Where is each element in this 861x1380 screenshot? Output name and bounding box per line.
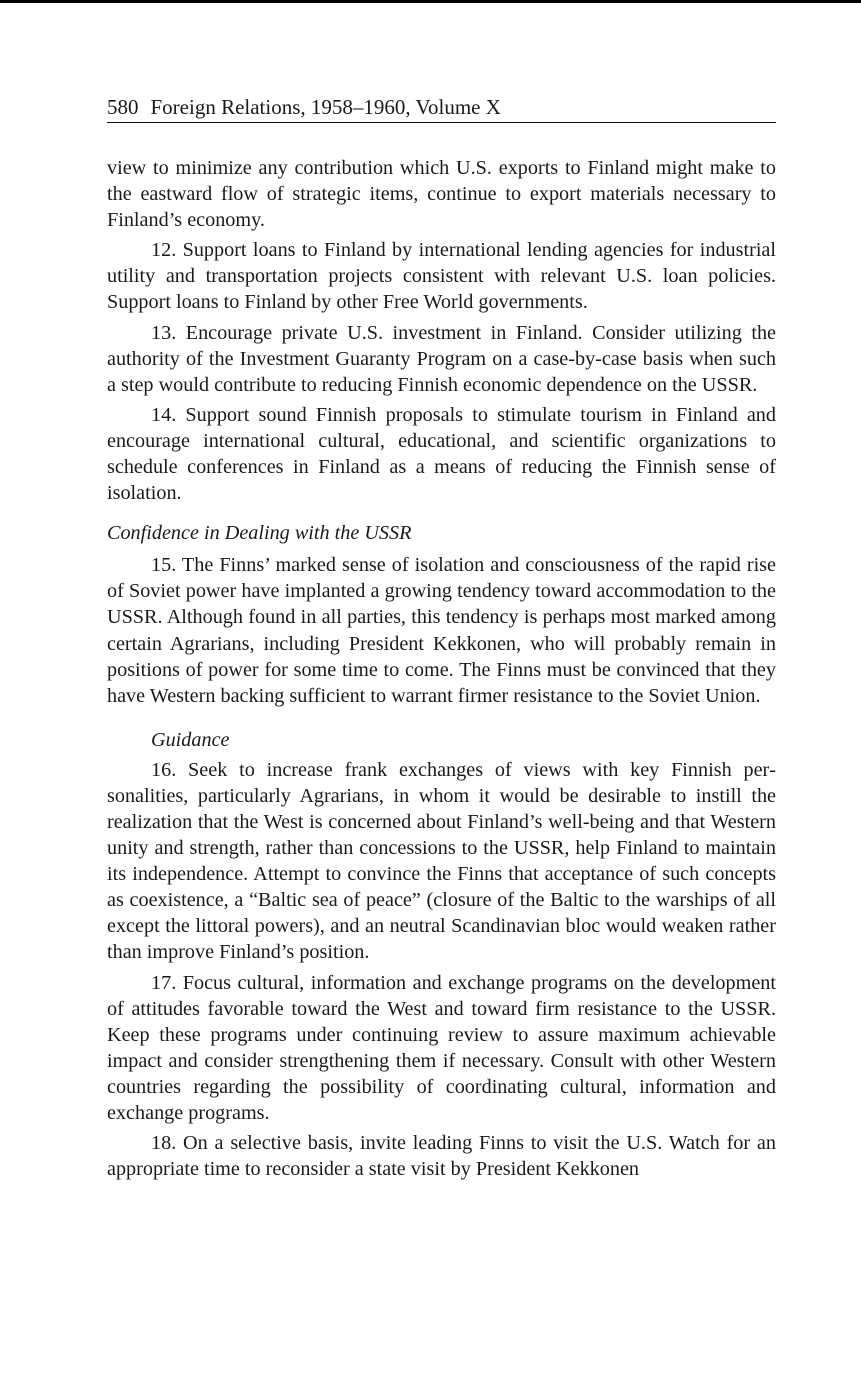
paragraph-13: 13. Encourage private U.S. investment in Finland. Consider utilizing the authority of the Investment Guaranty Program on a case-by-case basis when such a step would contribute to reducing Finnish economic dependence on the USSR. (107, 321, 776, 396)
page-top-edge (0, 0, 861, 3)
running-title: Foreign Relations, 1958–1960, Volume X (150, 95, 501, 119)
paragraph-18: 18. On a selective basis, invite leading Finns to visit the U.S. Watch for an appropriate time to reconsider a state visit by President Kekkonen (107, 1132, 776, 1181)
document-page (107, 94, 776, 1182)
paragraph-16: 16. Seek to increase frank exchanges of views with key Finnish personalities, particularly Agrarians, in whom it would be desirable to instill the realization that the West is concerned about Finland’s well-being and that Western unity and strength, rather than concessions to the USSR, help Finland to maintain its independence. Attempt to convince the Finns that acceptance of such concepts as coexistence, a “Baltic sea of peace” (closure of the Baltic to the warships of all except the littoral powers), and an neutral Scandinavian bloc would weaken rather than improve Finland’s position. (107, 758, 776, 964)
running-header (107, 94, 776, 123)
paragraph-12: 12. Support loans to Finland by international lending agencies for industrial utility and transportation projects consistent with relevant U.S. loan policies. Support loans to Finland by other Free World governments. (107, 239, 776, 314)
paragraph-15: 15. The Finns’ marked sense of isolation and consciousness of the rapid rise of Soviet power have implanted a growing tendency toward accommodation to the USSR. Although found in all parties, this tendency is perhaps most marked among certain Agrarians, including President Kekkonen, who will probably remain in positions of power for some time to come. The Finns must be convinced that they have Western backing sufficient to warrant firmer resistance to the Soviet Union. (107, 554, 776, 707)
body-text (107, 155, 776, 1182)
continued-paragraph: view to minimize any contribution which U.S. exports to Finland might make to the eastward flow of strategic items, continue to export materials necessary to Finland’s economy. (107, 157, 776, 232)
page-number: 580 (107, 95, 139, 119)
guidance-heading: Guidance (151, 728, 230, 751)
paragraph-14: 14. Support sound Finnish proposals to stimulate tourism in Finland and encourage international cultural, educational, and scientific organizations to schedule conferences in Finland as a means of reducing the Finnish sense of isolation. (107, 403, 776, 505)
paragraph-17: 17. Focus cultural, information and exchange programs on the development of attitudes favorable toward the West and toward firm resistance to the USSR. Keep these programs under continuing review to assure maximum achievable impact and consider strengthening them if necessary. Consult with other Western countries regarding the possibility of coordinating cultural, information and exchange programs. (107, 971, 776, 1124)
section-heading: Confidence in Dealing with the USSR (107, 522, 412, 545)
